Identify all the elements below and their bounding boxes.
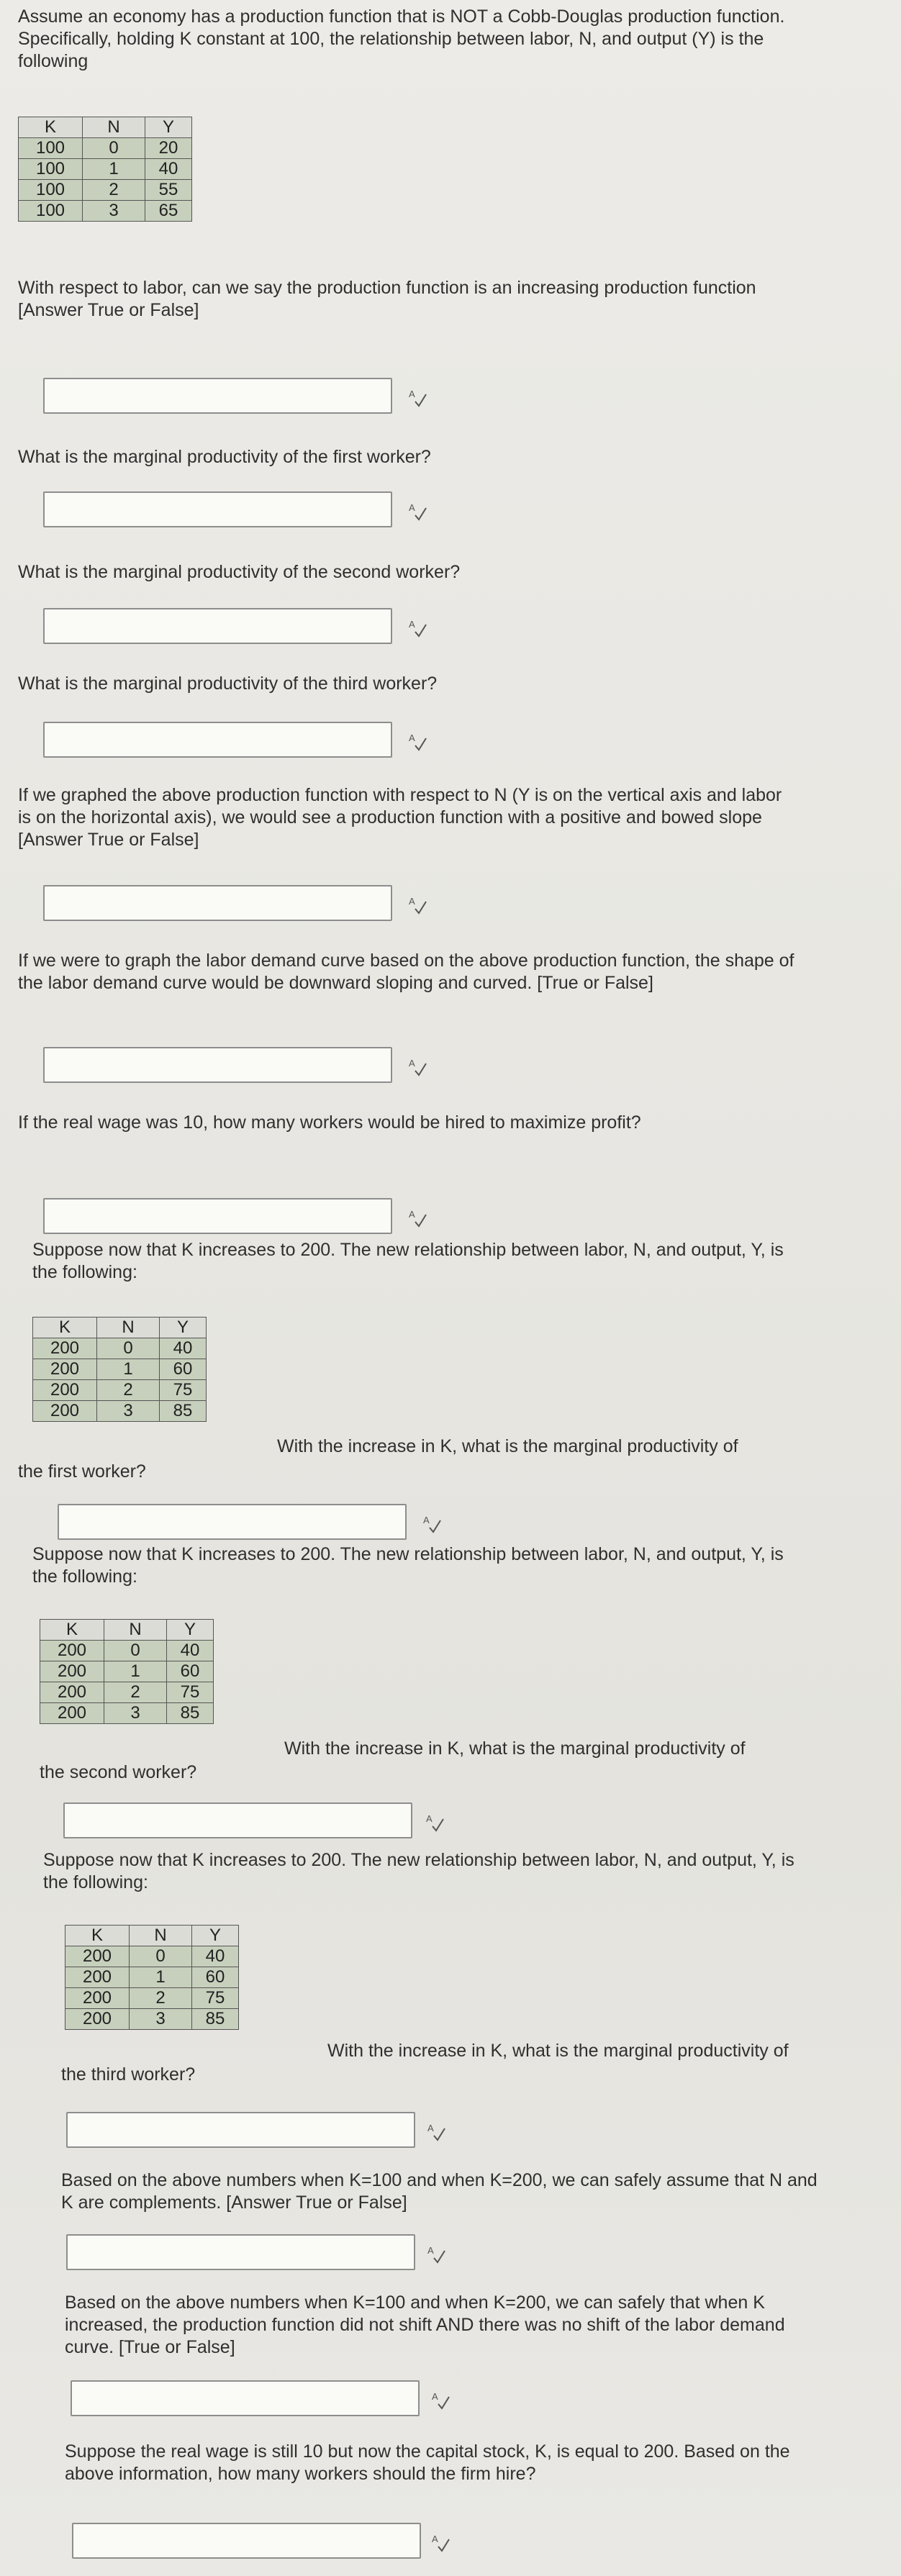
svg-text:A: A <box>432 2391 438 2402</box>
header-n: N <box>83 117 145 138</box>
svg-text:A: A <box>409 619 415 630</box>
answer-input-11[interactable] <box>66 2234 415 2270</box>
cell-k: 100 <box>19 201 83 222</box>
table-k200-2 <box>40 1619 214 1724</box>
header-y: Y <box>145 117 192 138</box>
table-row <box>19 159 192 180</box>
svg-text:A: A <box>409 896 415 907</box>
cell-k: 100 <box>19 159 83 180</box>
header-n: N <box>130 1926 192 1946</box>
table-row <box>65 1967 239 1988</box>
cell-y: 85 <box>167 1703 214 1724</box>
answer-input-9[interactable] <box>63 1802 412 1838</box>
table-row <box>33 1401 207 1422</box>
svg-text:A: A <box>427 2245 434 2256</box>
cell-n: 0 <box>83 138 145 159</box>
answer-input-7[interactable] <box>43 1198 392 1234</box>
table-row <box>65 2009 239 2030</box>
cell-n: 1 <box>83 159 145 180</box>
cell-n: 0 <box>130 1946 192 1967</box>
question-12: Based on the above numbers when K=100 and when K=200, we can safely that when K increased, the production function did not shift AND there was no shift of the labor demand curve. [True or False] <box>65 2292 785 2357</box>
k200-intro-3: Suppose now that K increases to 200. The new relationship between labor, N, and output, Y, is the following: <box>43 1850 794 1892</box>
answer-input-6[interactable] <box>43 1047 392 1083</box>
cell-k: 200 <box>33 1338 97 1359</box>
question-3: What is the marginal productivity of the second worker? <box>18 562 461 582</box>
header-y: Y <box>192 1926 239 1946</box>
cell-n: 0 <box>104 1641 167 1661</box>
answer-input-2[interactable] <box>43 491 392 527</box>
cell-n: 3 <box>83 201 145 222</box>
question-1: With respect to labor, can we say the production function is an increasing production function [Answer True or False] <box>18 278 756 320</box>
table-header-row <box>19 117 192 138</box>
question-5: If we graphed the above production function with respect to N (Y is on the vertical axis and labor is on the horizontal axis), we would see a production function with a positive and bowed slope [Answer True or False] <box>18 785 782 850</box>
cell-n: 1 <box>104 1661 167 1682</box>
header-k: K <box>40 1620 104 1641</box>
header-n: N <box>97 1318 160 1338</box>
table-row <box>33 1338 207 1359</box>
table-header-row <box>40 1620 214 1641</box>
spellcheck-icon[interactable] <box>423 1513 442 1533</box>
cell-n: 2 <box>130 1988 192 2009</box>
answer-input-8[interactable] <box>58 1504 407 1540</box>
question-9-part-a: With the increase in K, what is the marginal productivity of <box>284 1738 746 1759</box>
cell-n: 1 <box>130 1967 192 1988</box>
k200-intro-2: Suppose now that K increases to 200. The new relationship between labor, N, and output, Y, is the following: <box>32 1544 784 1587</box>
k200-intro-1: Suppose now that K increases to 200. The new relationship between labor, N, and output, Y, is the following: <box>32 1240 784 1282</box>
table-row <box>65 1988 239 2009</box>
question-8-part-a: With the increase in K, what is the marginal productivity of <box>277 1436 738 1456</box>
answer-input-3[interactable] <box>43 608 392 644</box>
table-row <box>19 138 192 159</box>
question-9-part-b: the second worker? <box>40 1762 197 1782</box>
cell-k: 200 <box>33 1359 97 1380</box>
svg-text:A: A <box>409 733 415 743</box>
cell-n: 0 <box>97 1338 160 1359</box>
question-10-part-b: the third worker? <box>61 2064 196 2085</box>
spellcheck-icon[interactable] <box>409 731 427 751</box>
cell-n: 1 <box>97 1359 160 1380</box>
cell-n: 3 <box>104 1703 167 1724</box>
header-k: K <box>65 1926 130 1946</box>
cell-y: 20 <box>145 138 192 159</box>
cell-k: 200 <box>33 1380 97 1401</box>
cell-y: 75 <box>167 1682 214 1703</box>
table-k200-1 <box>32 1317 207 1422</box>
cell-k: 200 <box>40 1641 104 1661</box>
cell-n: 3 <box>97 1401 160 1422</box>
cell-y: 55 <box>145 180 192 201</box>
table-row <box>40 1641 214 1661</box>
cell-k: 200 <box>40 1661 104 1682</box>
answer-input-1[interactable] <box>43 378 392 414</box>
cell-k: 200 <box>40 1703 104 1724</box>
cell-y: 75 <box>192 1988 239 2009</box>
cell-k: 200 <box>65 2009 130 2030</box>
cell-k: 200 <box>65 1946 130 1967</box>
spellcheck-icon[interactable] <box>427 2244 446 2264</box>
spellcheck-icon[interactable] <box>409 501 427 521</box>
table-k100 <box>18 117 192 222</box>
table-row <box>19 180 192 201</box>
spellcheck-icon[interactable] <box>432 2532 450 2552</box>
table-row <box>33 1359 207 1380</box>
header-n: N <box>104 1620 167 1641</box>
cell-n: 2 <box>97 1380 160 1401</box>
header-k: K <box>19 117 83 138</box>
cell-n: 2 <box>104 1682 167 1703</box>
table-row <box>33 1380 207 1401</box>
answer-input-12[interactable] <box>71 2380 420 2416</box>
table-row <box>65 1946 239 1967</box>
question-10-part-a: With the increase in K, what is the marginal productivity of <box>327 2041 789 2061</box>
cell-y: 85 <box>192 2009 239 2030</box>
svg-text:A: A <box>409 502 415 513</box>
cell-y: 60 <box>167 1661 214 1682</box>
answer-input-10[interactable] <box>66 2112 415 2148</box>
answer-input-4[interactable] <box>43 722 392 758</box>
cell-k: 100 <box>19 138 83 159</box>
question-13: Suppose the real wage is still 10 but now the capital stock, K, is equal to 200. Based on the above information, how many workers should the firm hire? <box>65 2441 790 2484</box>
header-y: Y <box>167 1620 214 1641</box>
cell-y: 60 <box>160 1359 207 1380</box>
table-k200-3 <box>65 1925 239 2030</box>
cell-k: 200 <box>65 1967 130 1988</box>
spellcheck-icon[interactable] <box>409 894 427 915</box>
question-7: If the real wage was 10, how many workers would be hired to maximize profit? <box>18 1112 641 1133</box>
svg-text:A: A <box>423 1515 430 1525</box>
table-header-row <box>33 1318 207 1338</box>
spellcheck-icon[interactable] <box>409 1056 427 1076</box>
cell-k: 200 <box>65 1988 130 2009</box>
svg-text:A: A <box>426 1813 433 1824</box>
cell-k: 200 <box>40 1682 104 1703</box>
spellcheck-icon[interactable] <box>409 387 427 407</box>
cell-y: 85 <box>160 1401 207 1422</box>
cell-y: 60 <box>192 1967 239 1988</box>
svg-text:A: A <box>432 2534 438 2544</box>
intro-text: Assume an economy has a production function that is NOT a Cobb-Douglas production function. Specifically, holding K constant at 100, the relationship between labor, N, and output (Y) is the following <box>18 6 785 71</box>
cell-y: 65 <box>145 201 192 222</box>
table-row <box>40 1682 214 1703</box>
table-row <box>19 201 192 222</box>
spellcheck-icon[interactable] <box>426 1812 445 1832</box>
cell-y: 40 <box>145 159 192 180</box>
question-2: What is the marginal productivity of the first worker? <box>18 447 431 467</box>
cell-y: 40 <box>192 1946 239 1967</box>
spellcheck-icon[interactable] <box>427 2121 446 2141</box>
answer-input-5[interactable] <box>43 885 392 921</box>
header-k: K <box>33 1318 97 1338</box>
answer-input-13[interactable] <box>72 2523 421 2559</box>
question-6: If we were to graph the labor demand curve based on the above production function, the shape of the labor demand curve would be downward sloping and curved. [True or False] <box>18 951 794 993</box>
question-11: Based on the above numbers when K=100 and when K=200, we can safely assume that N and K are complements. [Answer True or False] <box>61 2170 818 2213</box>
cell-k: 200 <box>33 1401 97 1422</box>
table-header-row <box>65 1926 239 1946</box>
cell-y: 40 <box>160 1338 207 1359</box>
cell-n: 2 <box>83 180 145 201</box>
svg-text:A: A <box>409 389 415 399</box>
cell-y: 75 <box>160 1380 207 1401</box>
table-row <box>40 1661 214 1682</box>
question-8-part-b: the first worker? <box>18 1461 146 1482</box>
question-4: What is the marginal productivity of the third worker? <box>18 674 438 694</box>
cell-y: 40 <box>167 1641 214 1661</box>
spellcheck-icon[interactable] <box>409 1207 427 1228</box>
svg-text:A: A <box>409 1209 415 1220</box>
svg-text:A: A <box>427 2123 434 2133</box>
header-y: Y <box>160 1318 207 1338</box>
spellcheck-icon[interactable] <box>409 617 427 638</box>
cell-k: 100 <box>19 180 83 201</box>
cell-n: 3 <box>130 2009 192 2030</box>
svg-text:A: A <box>409 1058 415 1069</box>
spellcheck-icon[interactable] <box>432 2390 450 2410</box>
table-row <box>40 1703 214 1724</box>
